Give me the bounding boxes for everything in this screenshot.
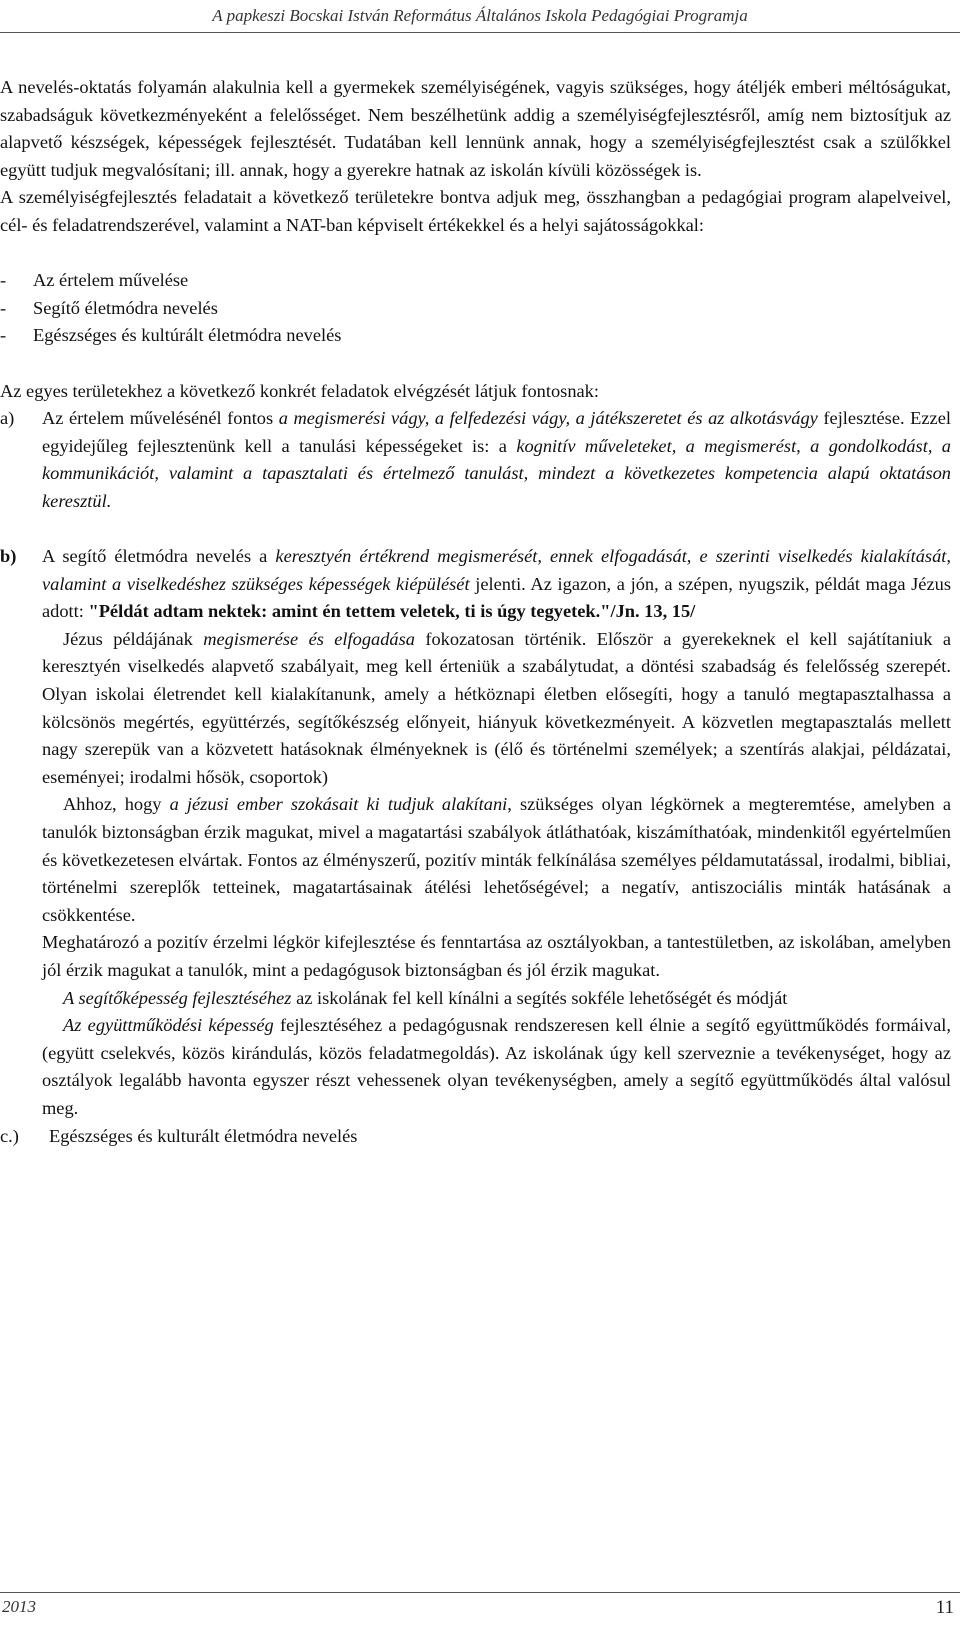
footer-divider (0, 1592, 960, 1593)
list-marker: - (0, 297, 7, 318)
item-a-text (42, 405, 951, 515)
text-run: fokozatosan történik. Először a gyerekeknek el kell sajátítaniuk a keresztyén viselkedés alapvető szabályait, meg kell érteniük a szabálytudat, a döntési szabadság és felelősség szerepét. Olyan iskolai életrendet kell kialakítanunk, amely a hétköznapi életben elősegíti, hogy a tanuló megtapasztalhassa a kölcsönös megértés, együttérzés, segítőkészség előnyeit, hiányuk következményeit. A közvetlen megtapasztalás mellett nagy szerepük van a közvetett hatásoknak élményeknek is (élő és történelmi személyek; a szentírás alakjai, példázatai, eseményei; irodalmi hősök, csoportok) (42, 628, 951, 787)
text-run: A segítő életmódra nevelés a (42, 546, 276, 567)
document-body (0, 74, 951, 1150)
item-c (0, 1123, 951, 1151)
item-c-marker: c.) (0, 1125, 19, 1146)
italic-run: a megismerési vágy, a felfedezési vágy, a játékszeretet és az alkotásvágy (278, 408, 818, 429)
item-b-marker: b) (0, 546, 17, 567)
page-header-title: A papkeszi Bocskai István Református Általános Iskola Pedagógiai Programja (212, 6, 748, 25)
list-item (0, 267, 951, 295)
item-b-paragraph-5 (0, 985, 951, 1013)
item-b-paragraph-4: Meghatározó a pozitív érzelmi légkör kifejlesztése és fenntartása az osztályokban, a tantestületben, az iskolában, amelyben jól érzik magukat a tanulók, mint a pedagógusok biztonságban és jól érzik magukat. (42, 932, 951, 980)
italic-run: a jézusi ember szokásait ki tudjuk alakítani (169, 794, 508, 815)
list-item-text: Az értelem művelése (33, 270, 189, 291)
item-c-text: Egészséges és kulturált életmódra nevelés (49, 1125, 358, 1146)
text-run: jelenti. Az igazon, a jón, a szépen, nyugszik, példát maga Jézus adott: (42, 573, 951, 622)
spacer (0, 240, 951, 268)
item-b (0, 543, 951, 626)
text-run: fejlesztése. Ezzel egyidejűleg fejlesztenünk kell a tanulási képességeket is: a (42, 408, 951, 456)
item-a (0, 405, 951, 515)
tasks-intro: Az egyes területekhez a következő konkrét feladatok elvégzését látjuk fontosnak: (0, 380, 599, 401)
item-b-text (42, 543, 951, 626)
footer-year: 2013 (2, 1597, 36, 1616)
spacer (0, 516, 951, 544)
item-b-paragraph-2 (0, 626, 951, 792)
list-item-text: Egészséges és kultúrált életmódra nevelés (33, 325, 342, 346)
italic-run: A segítőképesség fejlesztéséhez (63, 987, 292, 1008)
spacer (0, 350, 951, 378)
intro-paragraph-2: A személyiségfejlesztés feladatait a következő területekre bontva adjuk meg, összhangban a pedagógiai program alapelveivel, cél- és feladatrendszerével, valamint a NAT-ban képviselt értékekkel és a helyi sajátosságokkal: (0, 187, 951, 235)
list-item-text: Segítő életmódra nevelés (33, 297, 218, 318)
text-run: Jézus példájának (63, 628, 204, 649)
text-run: fejlesztéséhez a pedagógusnak rendszeresen kell élnie a segítő együttműködés formáival, (együtt cselekvés, közös kirándulás, közös feladatmegoldás). Az iskolának úgy kell szerveznie a tevékenységet, hogy az osztályok legalább havonta egyszer részt vehessenek olyan tevékenységben, amely a segítő együttműködés által valósul meg. (42, 1015, 951, 1118)
bold-quote: "Példát adtam nektek: amint én tettem veletek, ti is úgy tegyetek."/Jn. 13, 15/ (88, 601, 696, 622)
text-run: Ahhoz, hogy (63, 794, 170, 815)
page-number: 11 (935, 1597, 954, 1618)
italic-run: megismerése és elfogadása (203, 628, 415, 649)
item-b-paragraph-3 (0, 791, 951, 929)
list-marker: - (0, 270, 7, 291)
item-a-marker: a) (0, 408, 15, 429)
list-item (0, 322, 951, 350)
text-run: Az értelem művelésénél fontos (42, 408, 279, 429)
text-run: az iskolának fel kell kínálni a segítés sokféle lehetőségét és módját (291, 987, 788, 1008)
list-item (0, 295, 951, 323)
item-b-paragraph-6 (0, 1012, 951, 1122)
list-marker: - (0, 325, 7, 346)
italic-run: keresztyén értékrend megismerését, ennek elfogadását, e szerinti viselkedés kialakítását, valamint a viselkedéshez szükséges képességek kiépülését (42, 546, 951, 594)
header-divider (0, 32, 960, 33)
intro-paragraph-1: A nevelés-oktatás folyamán alakulnia kell a gyermekek személyiségének, vagyis szükséges, hogy átéljék emberi méltóságukat, szabadságuk következményeként a felelősséget. Nem beszélhetünk addig a személyiségfejlesztésről, amíg nem biztosítjuk az alapvető készségek, képességek fejlesztését. Tudatában kell lennünk annak, hogy a személyiségfejlesztést csak a szülőkkel együtt tudjuk megvalósítani; ill. annak, hogy a gyerekre hatnak az iskolán kívüli közösségek is. (0, 77, 951, 180)
text-run: , szükséges olyan légkörnek a megteremtése, amelyben a tanulók biztonságban érzik magukat, mivel a magatartási szabályok átláthatóak, kiszámíthatóak, mindenkitől egyértelműen és következetesen elvártak. Fontos az élményszerű, pozitív minták felkínálása személyes példamutatással, irodalmi, bibliai, történelmi szereplők tetteinek, magatartásainak átélési lehetőségével; a negatív, antiszociális minták hatásának a csökkentése. (42, 794, 952, 925)
italic-run: kognitív műveleteket, a megismerést, a gondolkodást, a kommunikációt, valamint a tapasztalati és értelmező tanulást, mindezt a következetes kompetencia alapú oktatáson keresztül. (42, 435, 951, 511)
italic-run: Az együttműködési képesség (63, 1015, 274, 1036)
